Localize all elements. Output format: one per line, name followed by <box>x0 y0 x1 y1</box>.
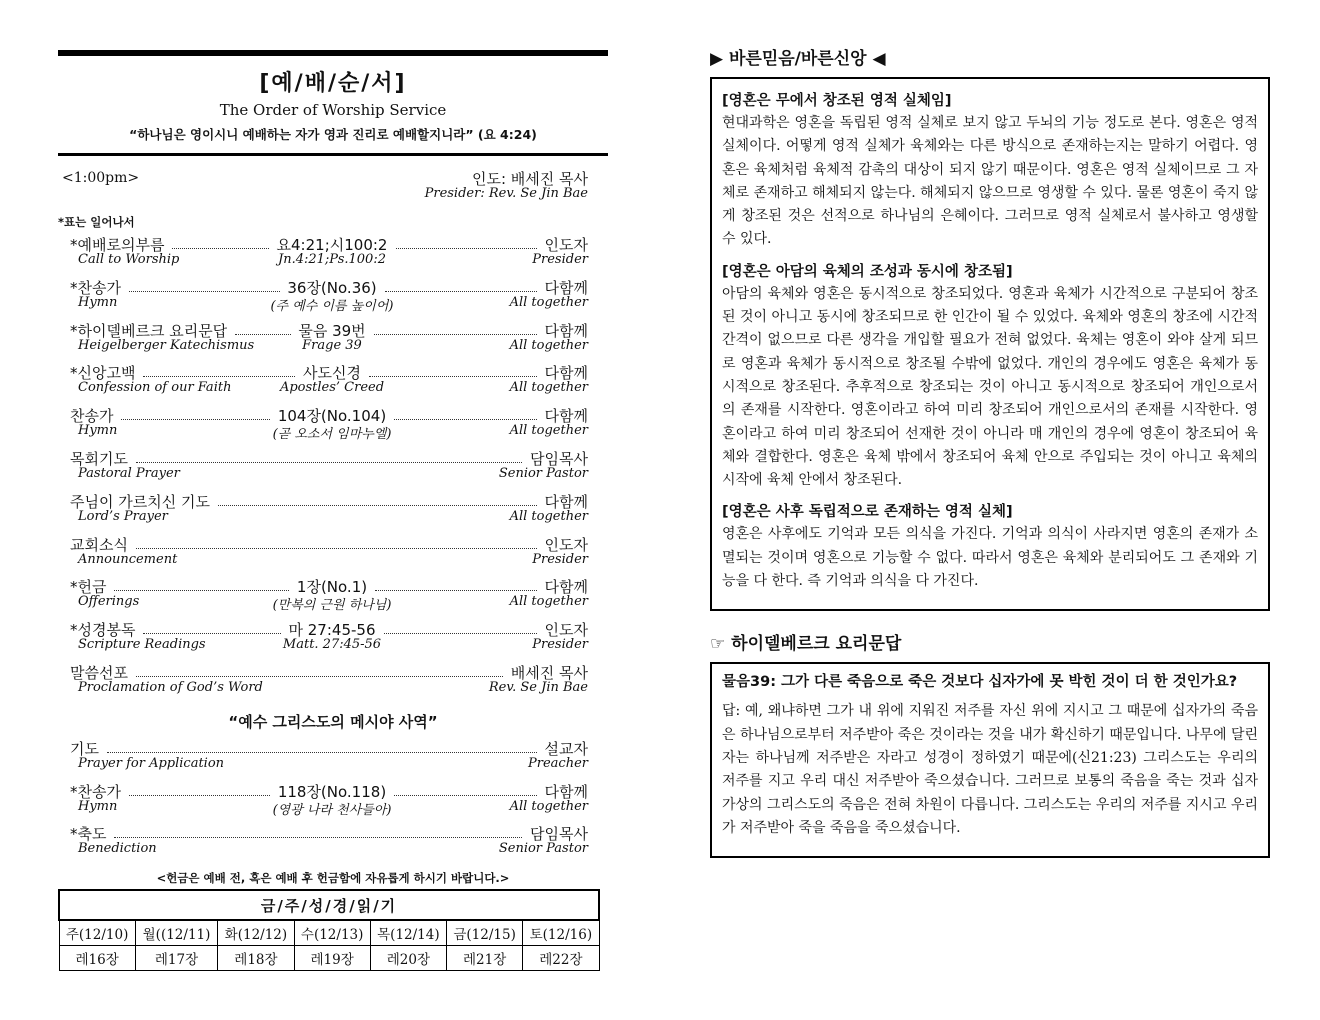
faith-box <box>710 77 1270 611</box>
bible-days-row <box>59 920 599 946</box>
catechism-answer: 답: 예, 왜냐하면 그가 내 위에 지워진 저주를 자신 위에 지시고 그 때문에 십자가의 죽음은 하나님으로부터 저주받아 죽은 것이라는 것을 내가 확신하기 때문입니다. 나무에 달린 자는 하나님께 저주받은 자라고 성경이 정하였기 때문에(신21:23) 그리스도는 우리의 저주를 지고 우리 대신 저주받아 죽으셨습니다. 그러므로 보통의 죽음을 죽는 것과 십자가상의 그리스도의 죽음은 전혀 차원이 다릅니다. 그리스도는 우리의 저주를 지시고 우리가 저주받아 죽을 죽음을 죽으셨습니다. <box>722 703 1258 836</box>
dot-leader <box>107 752 537 753</box>
item-detail-en: Jn.4:21;Ps.100:2 <box>278 252 386 267</box>
dot-leader <box>374 334 538 335</box>
item-leader-en: All together <box>509 798 588 814</box>
item-leader-ko: 다함께 <box>544 278 588 297</box>
catechism-question: 물음39: 그가 다른 죽음으로 죽은 것보다 십자가에 못 박힌 것이 더 한 것인가요? <box>722 674 1238 691</box>
right-column <box>710 44 1270 858</box>
dot-leader <box>172 248 269 249</box>
item-name-ko: 찬송가 <box>70 407 114 426</box>
dot-leader <box>394 419 537 420</box>
item-detail-ko: 물음 39번 <box>298 321 366 340</box>
faith-section-title: [영혼은 무에서 창조된 영적 실체임] <box>722 93 952 109</box>
bible-day: 화(12/12) <box>218 920 294 946</box>
bible-day: 토(12/16) <box>523 920 599 946</box>
theme-verse: “하나님은 영이시니 예배하는 자가 영과 진리로 예배할지니라” (요 4:24) <box>129 127 537 142</box>
item-name-ko: *하이델베르크 요리문답 <box>70 321 228 340</box>
item-detail-en: (주 예수 이름 높이어) <box>270 298 394 314</box>
item-leader-en: Presider <box>532 252 588 267</box>
order-item <box>58 234 608 277</box>
item-leader-en: Rev. Se Jin Bae <box>488 679 588 695</box>
item-name-en: Proclamation of God’s Word <box>78 679 263 695</box>
item-name-ko: 주님이 가르치신 기도 <box>70 492 210 511</box>
order-item <box>58 320 608 363</box>
item-name-ko: *찬송가 <box>70 278 121 297</box>
faith-section-title: [영혼은 아담의 육체의 조성과 동시에 창조됨] <box>722 263 1013 280</box>
item-detail-ko: 36장(No.36) <box>287 278 377 297</box>
item-leader-ko: 인도자 <box>544 236 588 254</box>
item-leader-en: All together <box>509 380 588 396</box>
dot-leader <box>129 795 270 796</box>
order-item <box>58 448 608 491</box>
order-of-worship <box>58 50 608 968</box>
item-name-ko: 기도 <box>70 739 99 758</box>
item-leader-en: All together <box>509 337 588 353</box>
item-leader-en: All together <box>509 423 588 439</box>
item-name-en: Lord’s Prayer <box>78 508 168 524</box>
item-name-en: Confession of our Faith <box>78 380 232 396</box>
item-leader-en: Presider <box>532 637 588 653</box>
item-detail-en: Frage 39 <box>302 337 362 353</box>
bible-day: 수(12/13) <box>294 920 370 946</box>
order-item <box>58 662 608 705</box>
dot-leader <box>136 676 503 677</box>
item-detail-en: (곧 오소서 임마누엘) <box>272 427 392 443</box>
order-item <box>58 534 608 577</box>
item-name-ko: 말씀선포 <box>70 663 128 682</box>
bible-chapter: 레16장 <box>59 946 135 971</box>
item-detail-ko: 마 27:45-56 <box>288 621 376 640</box>
catechism-box <box>710 662 1270 858</box>
dot-leader <box>394 795 537 796</box>
item-name-ko: 목회기도 <box>70 449 128 468</box>
bible-chapter: 레20장 <box>370 946 446 971</box>
dot-leader <box>121 419 270 420</box>
item-name-ko: 교회소식 <box>70 535 128 554</box>
item-name-ko: *찬송가 <box>70 782 121 801</box>
faith-header: ▶ 바른믿음/바른신앙 ◀ <box>710 49 886 69</box>
dot-leader <box>136 548 537 549</box>
dot-leader <box>369 376 537 377</box>
item-detail-ko: 118장(No.118) <box>277 782 387 801</box>
item-detail-ko: 요4:21;시100:2 <box>276 236 388 254</box>
item-detail-en: (영광 나라 천사들아) <box>272 802 392 818</box>
dot-leader <box>375 590 537 591</box>
item-name-en: Pastoral Prayer <box>78 465 180 481</box>
item-leader-ko: 설교자 <box>544 739 588 758</box>
item-name-ko: *축도 <box>70 825 107 844</box>
order-item <box>58 823 608 866</box>
order-item <box>58 491 608 534</box>
item-leader-ko: 다함께 <box>544 492 588 511</box>
item-leader-ko: 담임목사 <box>530 825 588 844</box>
item-name-en: Prayer for Application <box>78 755 225 771</box>
bible-day: 주(12/10) <box>59 920 135 946</box>
order-item <box>58 619 608 662</box>
item-leader-en: Senior Pastor <box>498 465 588 481</box>
bible-day: 금(12/15) <box>447 920 523 946</box>
dot-leader <box>114 590 289 591</box>
item-name-en: Call to Worship <box>78 252 180 267</box>
catechism-header: ☞ 하이델베르크 요리문답 <box>710 634 902 655</box>
order-items-after-sermon <box>58 738 608 866</box>
item-name-ko: *헌금 <box>70 578 107 597</box>
item-name-en: Hymn <box>78 294 118 310</box>
item-name-ko: *예배로의부름 <box>70 236 165 254</box>
presider-ko: 인도: 배세진 목사 <box>471 170 588 188</box>
bible-chapter: 레17장 <box>135 946 218 971</box>
faith-section-text: 영혼은 사후에도 기억과 모든 의식을 가진다. 기억과 의식이 사라지면 영혼의 존재가 소멸되는 것이며 영혼으로 기능할 수 없다. 따라서 영혼은 육체와 분리되어도 그 존재와 기능을 다 한다. 즉 기억과 의식을 다 가진다. <box>722 526 1258 590</box>
bible-chapter: 레19장 <box>294 946 370 971</box>
item-leader-ko: 다함께 <box>544 321 588 340</box>
order-item <box>58 277 608 320</box>
item-leader-ko: 인도자 <box>544 535 588 554</box>
item-leader-en: All together <box>509 508 588 524</box>
item-leader-en: Presider <box>532 551 588 567</box>
item-name-en: Hymn <box>78 798 118 814</box>
faith-section-text: 현대과학은 영혼을 독립된 영적 실체로 보지 않고 두뇌의 기능 정도로 본다. 영혼은 영적 실체이다. 어떻게 영적 실체가 육체와는 다른 방식으로 존재하는지는 말하기 어렵다. 영혼은 육체처럼 육체적 감촉의 대상이 되지 않기 때문이다. 영혼은 영적 실체이므로 그 자체로 존재하고 해체되지 않는다. 해체되지 않으므로 영생할 수 있다. 물론 영혼이 죽지 않게 창조된 것은 선적으로 하나님의 은혜이다. 그러므로 영적 실체로서 불사하고 영생할 수 있다. <box>722 115 1258 248</box>
order-item <box>58 362 608 405</box>
dot-leader <box>385 291 538 292</box>
item-leader-en: Preacher <box>528 755 588 771</box>
bible-table-title: 금/주/성/경/읽/기 <box>59 890 599 920</box>
order-title: [예/배/순/서] <box>259 71 407 96</box>
top-rule <box>58 50 608 56</box>
item-detail-ko: 1장(No.1) <box>296 578 368 597</box>
divider-rule <box>58 153 608 156</box>
order-item <box>58 405 608 448</box>
faith-section-title: [영혼은 사후 독립적으로 존재하는 영적 실체] <box>722 504 1013 521</box>
item-name-en: Heigelberger Katechismus <box>78 337 255 353</box>
item-leader-ko: 인도자 <box>544 621 588 640</box>
item-detail-en: (만복의 근원 하나님) <box>272 598 392 614</box>
bible-chapter: 레21장 <box>447 946 523 971</box>
dot-leader <box>384 633 538 634</box>
item-name-ko: *신앙고백 <box>70 364 136 383</box>
service-time-row <box>58 168 608 206</box>
item-leader-en: All together <box>509 594 588 610</box>
item-name-en: Announcement <box>78 551 178 567</box>
weekly-bible-reading-table <box>58 889 600 971</box>
item-detail-ko: 사도신경 <box>303 364 361 383</box>
stand-note: *표는 일어나서 <box>58 215 135 229</box>
item-name-en: Benediction <box>78 841 157 857</box>
order-item <box>58 576 608 619</box>
dot-leader <box>114 837 522 838</box>
order-item <box>58 781 608 824</box>
offering-note: <헌금은 예배 전, 혹은 예배 후 헌금함에 자유롭게 하시기 바랍니다.> <box>156 871 510 886</box>
item-name-en: Offerings <box>78 594 140 610</box>
dot-leader <box>143 633 281 634</box>
item-leader-ko: 다함께 <box>544 578 588 597</box>
item-leader-ko: 담임목사 <box>530 449 588 468</box>
bible-day: 목(12/14) <box>370 920 446 946</box>
item-leader-en: Senior Pastor <box>498 841 588 857</box>
dot-leader <box>136 462 522 463</box>
faith-section-text: 아담의 육체와 영혼은 동시적으로 창조되었다. 영혼과 육체가 시간적으로 구분되어 창조된 것이 아니고 동시에 창조되므로 한 인간이 될 수 있었다. 육체와 영혼의 창조에 시간적 간격이 없으므로 다른 생각을 개입할 필요가 전혀 없었다. 육체는 영혼이 와야 살게 되므로 영혼과 육체가 동시적으로 창조될 수밖에 없었다. 개인의 경우에도 영혼은 육체가 동시적으로 창조된다. 추후적으로 창조되는 것이 아니고 동시적으로 창조되어 개인으로서의 존재를 시작한다. 영혼이라고 하여 미리 창조되어 개인으로서의 존재를 시작한다. 영혼이라고 하여 미리 창조되어 선재한 것이 아니라 매 개인의 경우에 영혼이 창조되어 육체와 결합한다. 영혼은 육체 밖에서 창조되어 육체 안으로 주입되는 것이 아니고 육체의 시작에 육체 안에서 창조된다. <box>722 285 1258 489</box>
bible-chapter: 레18장 <box>218 946 294 971</box>
item-name-en: Hymn <box>78 423 118 439</box>
dot-leader <box>143 376 295 377</box>
dot-leader <box>235 334 291 335</box>
item-leader-ko: 다함께 <box>544 364 588 383</box>
bible-chapters-row <box>59 946 599 971</box>
bible-chapter: 레22장 <box>523 946 599 971</box>
order-items <box>58 234 608 705</box>
order-subtitle: The Order of Worship Service <box>219 101 447 119</box>
item-detail-ko: 104장(No.104) <box>277 407 387 426</box>
presider-en: Presider: Rev. Se Jin Bae <box>424 186 588 201</box>
item-leader-ko: 배세진 목사 <box>510 663 588 682</box>
service-time: <1:00pm> <box>62 170 140 186</box>
bible-day: 월((12/11) <box>135 920 218 946</box>
dot-leader <box>129 291 280 292</box>
dot-leader <box>218 505 537 506</box>
item-detail-en: Apostles’ Creed <box>279 380 385 396</box>
item-leader-en: All together <box>509 294 588 310</box>
sermon-title: “예수 그리스도의 메시야 사역” <box>228 712 438 731</box>
item-leader-ko: 다함께 <box>544 407 588 426</box>
dot-leader <box>396 248 538 249</box>
item-detail-en: Matt. 27:45-56 <box>282 637 382 653</box>
order-item <box>58 738 608 781</box>
item-leader-ko: 다함께 <box>544 782 588 801</box>
item-name-en: Scripture Readings <box>78 637 206 653</box>
item-name-ko: *성경봉독 <box>70 621 136 640</box>
